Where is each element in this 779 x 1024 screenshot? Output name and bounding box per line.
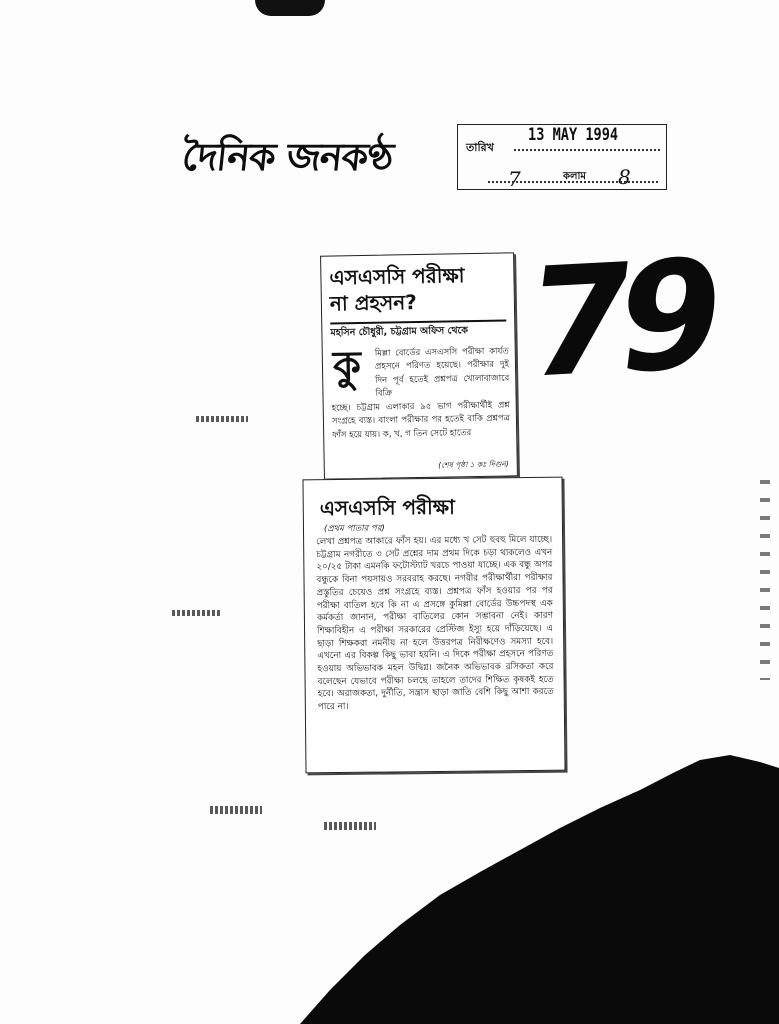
clipping-1-headline-line2: না প্রহসন? [329,290,417,316]
clipping-2-body: লেখা প্রশ্নপত্র আকারে ফাঁস হয়। এর মধ্যে খ সেট হুবহু মিলে যাচ্ছে। চট্টগ্রাম নগরীতে ৩ সেট প্রশ্নের দাম প্রথম দিকে চড়া থাকলেও এখন ২০/২৫ টাকা এমনকি ফটোস্ট্যাট খরচে পাওয়া যাচ্ছে। এক বন্ধু অপর বন্ধুকে বিনা পয়সায়ও সরবরাহ করছে। নগরীর পরীক্ষার্থীরা পরীক্ষার প্রস্তুতির চেয়েও প্রশ্ন সংগ্রহে ব্যস্ত। প্রশ্নপত্র ফাঁস হওয়ার পর পর পরীক্ষা বাতিল হবে কি না এ প্রসঙ্গে কুমিল্লা বোর্ডের উচ্চপদস্থ এক কর্মকর্তা জানান, পরীক্ষা বাতিলের কোন সম্ভাবনা নেই। কারণ শিক্ষাবিহীন এ পরীক্ষা সরকারের প্রেস্টিজ ইস্যু হয়ে দাঁড়িয়েছে। এ ছাড়া শিক্ষকরা নমনীয় না হলে উত্তরপত্র নিরীক্ষণেও সমস্যা হবে। এখনো এর বিকল্প কিছু ভাবা হয়নি। এ দিকে পরীক্ষা প্রহসনে পরিণত হওয়ায় অভিভাবক মহল উদ্বিগ্ন। জনৈক অভিভাবক রসিকতা করে বলেছেন যেভাবে পরীক্ষা চলছে তাহলে তাদের শিক্ষিত কৃষকই হতে হবে। অরাজকতা, দুর্নীতি, সন্ত্রাস ছাড়া জাতি বেশি কিছু আশা করতে পারে না। [316,534,554,713]
stamp-date: 13 MAY 1994 [528,125,619,145]
clipping-1-byline: মহসিন চৌধুরী, চট্টগ্রাম অফিস থেকে [330,325,469,339]
stamp-date-label: তারিখ [466,141,494,154]
clipping-1-continued: (শেষ পৃষ্ঠা ১ কঃ দিগুন) [438,459,509,470]
clipping-1-body-lead: মিল্লা বোর্ডের এসএসসি পরীক্ষা কার্যত প্রহসনে পরিণত হয়েছে। পরীক্ষার দুই দিন পূর্ব হতেই প্রশ্নপত্র খোলাবাজারে বিক্রি [374,346,510,399]
clipping-1-body: হচ্ছে। চট্টগ্রাম এলাকার ৯৫ ভাগ পরীক্ষার্থীই প্রশ্ন সংগ্রহে ব্যস্ত। বাংলা পরীক্ষার পর হতেই বাকি প্রশ্নপত্র ফাঁস হয়ে যায়। ক, খ, গ তিন সেটে হাতের [331,400,511,441]
stamp-column-label: কলাম [563,171,586,182]
clipping-2-headline: এসএসসি পরীক্ষা [319,494,455,521]
newspaper-masthead: দৈনিক জনকণ্ঠ [180,134,396,179]
stamp-column-value: 8 [618,165,631,189]
clipping-1-dropcap: কু [332,343,362,390]
clipping-2-subtitle: (প্রথম পাতার পর) [323,523,385,535]
stamp-page-value: 7 [508,167,521,191]
handwritten-page-number: 79 [517,227,720,413]
clipping-1-headline-line1: এসএসসি পরীক্ষা [329,263,465,290]
